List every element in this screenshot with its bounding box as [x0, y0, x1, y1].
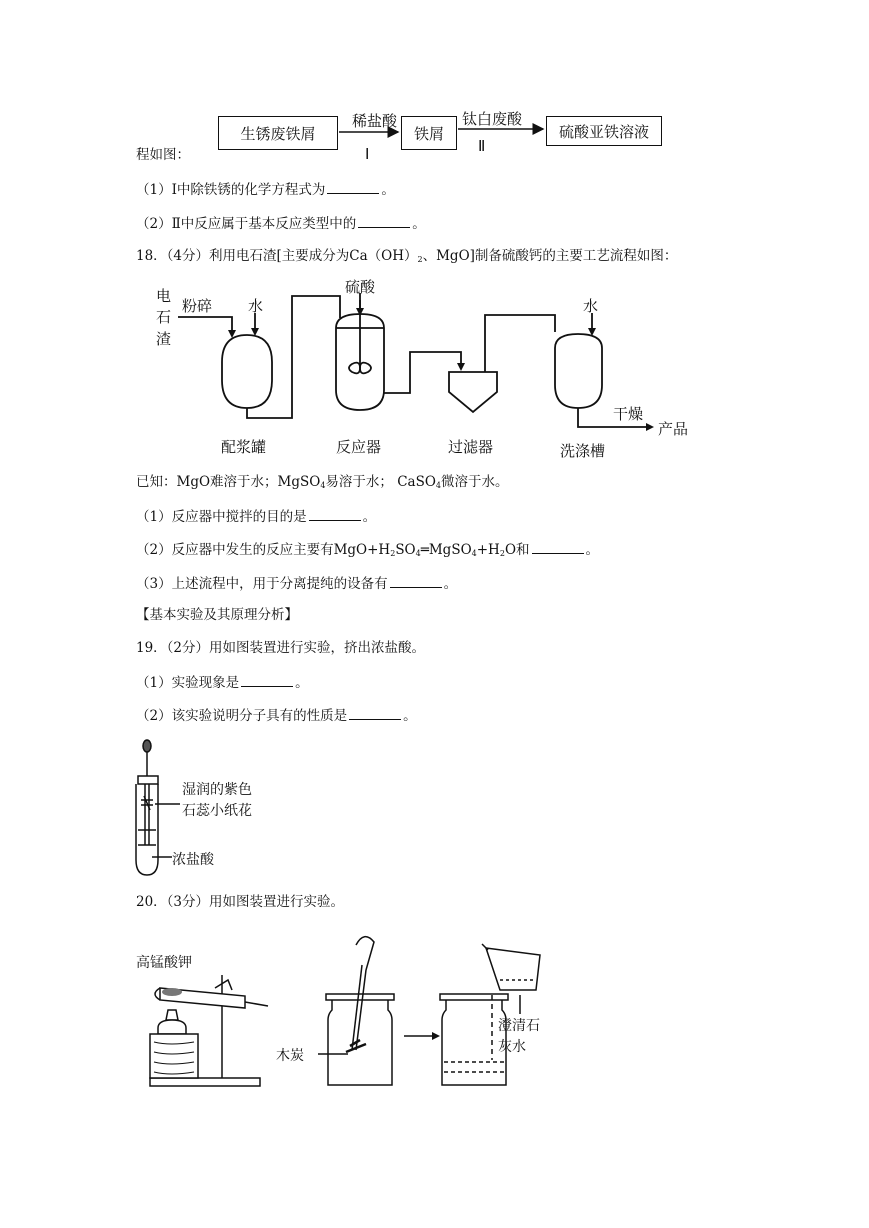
- water-label-2: 水: [583, 297, 599, 315]
- q18-known-text2: 易溶于水； CaSO: [325, 474, 436, 490]
- q18-sub2-m3: +H: [476, 542, 500, 558]
- flow-arrow2-top-label: 钛白废酸: [462, 110, 523, 128]
- product-label: 产品: [658, 420, 689, 438]
- limewater-label-1: 澄清石: [498, 1018, 540, 1034]
- q18-known-sub1: 4: [320, 481, 326, 490]
- acid-label: 硫酸: [345, 278, 376, 296]
- q18-sub2-m1: SO: [395, 542, 416, 558]
- q17-sub2-end: 。: [412, 216, 426, 232]
- flow-arrow1-top-label: 稀盐酸: [352, 112, 398, 130]
- q18-sub3-end: 。: [443, 576, 458, 592]
- q19-sub2-text: （2）该实验说明分子具有的性质是: [136, 708, 348, 724]
- q19-sub1-text: （1）实验现象是: [136, 675, 240, 691]
- flow-arrow1-bottom-label: Ⅰ: [365, 145, 370, 163]
- q18-sub2-s3: 4: [471, 549, 477, 558]
- section-heading: 【基本实验及其原理分析】: [136, 607, 298, 623]
- filter-label: 过滤器: [448, 438, 494, 456]
- q17-sub1-end: 。: [381, 182, 395, 198]
- q18-sub1-end: 。: [362, 509, 377, 525]
- water-label-1: 水: [248, 297, 264, 315]
- q17-sub1-text: （1）Ⅰ中除铁锈的化学方程式为: [136, 182, 326, 198]
- flow-box-ferrous-sulfate: 硫酸亚铁溶液: [546, 116, 662, 146]
- washing-tank-label: 洗涤槽: [560, 442, 606, 460]
- q20-stem: 20．（3分）用如图装置进行实验。: [136, 894, 345, 910]
- q18-sub2-m4: O和: [504, 542, 530, 558]
- q18-sub2-end: 。: [585, 542, 600, 558]
- q18-known-text: 已知：MgO难溶于水；MgSO: [136, 474, 321, 490]
- limewater-label-2: 灰水: [498, 1039, 526, 1055]
- q18-known-sub2: 4: [435, 481, 442, 490]
- q18-sub2-s2: 4: [415, 549, 421, 558]
- flow-box-iron: 铁屑: [401, 116, 457, 150]
- raw-material-label-2: 石: [156, 308, 172, 326]
- litmus-flower-label-1: 湿润的紫色: [182, 782, 252, 798]
- q18-stem-sub: 2: [417, 255, 423, 264]
- q18-known-text3: 微溶于水。: [441, 474, 509, 490]
- raw-material-label-1: 电: [156, 287, 172, 305]
- q18-stem-text2: 、MgO]制备硫酸钙的主要工艺流程如图：: [422, 248, 678, 264]
- reactor-label: 反应器: [336, 438, 382, 456]
- q18-stem-text: 18．（4分）利用电石渣[主要成分为Ca（OH）: [136, 248, 418, 264]
- q18-sub2-s4: 2: [499, 549, 505, 558]
- raw-material-label-3: 渣: [156, 330, 172, 348]
- q18-sub2-s1: 2: [390, 549, 396, 558]
- q17-sub2-text: （2）Ⅱ中反应属于基本反应类型中的: [136, 216, 357, 232]
- slurry-tank-label: 配浆罐: [221, 438, 267, 456]
- q19-sub1-end: 。: [295, 675, 309, 691]
- flow-arrow2-bottom-label: Ⅱ: [478, 137, 486, 155]
- crush-label: 粉碎: [182, 297, 213, 315]
- kmno4-label: 高锰酸钾: [136, 955, 192, 971]
- conc-hcl-label: 浓盐酸: [172, 852, 214, 868]
- q18-sub1-text: （1）反应器中搅拌的目的是: [136, 509, 307, 525]
- dry-label: 干燥: [613, 405, 644, 423]
- q19-stem: 19．（2分）用如图装置进行实验，挤出浓盐酸。: [136, 640, 426, 656]
- charcoal-label: 木炭: [276, 1048, 304, 1064]
- litmus-flower-label-2: 石蕊小纸花: [182, 803, 252, 819]
- q19-sub2-end: 。: [403, 708, 417, 724]
- q18-sub2-m2: ═MgSO: [420, 542, 472, 558]
- flow-box-rusty-iron: 生锈废铁屑: [218, 116, 338, 150]
- flow17-prefix: 程如图：: [136, 147, 190, 163]
- q18-sub2-text: （2）反应器中发生的反应主要有MgO+H: [136, 542, 391, 558]
- q18-sub3-text: （3）上述流程中，用于分离提纯的设备有: [136, 576, 388, 592]
